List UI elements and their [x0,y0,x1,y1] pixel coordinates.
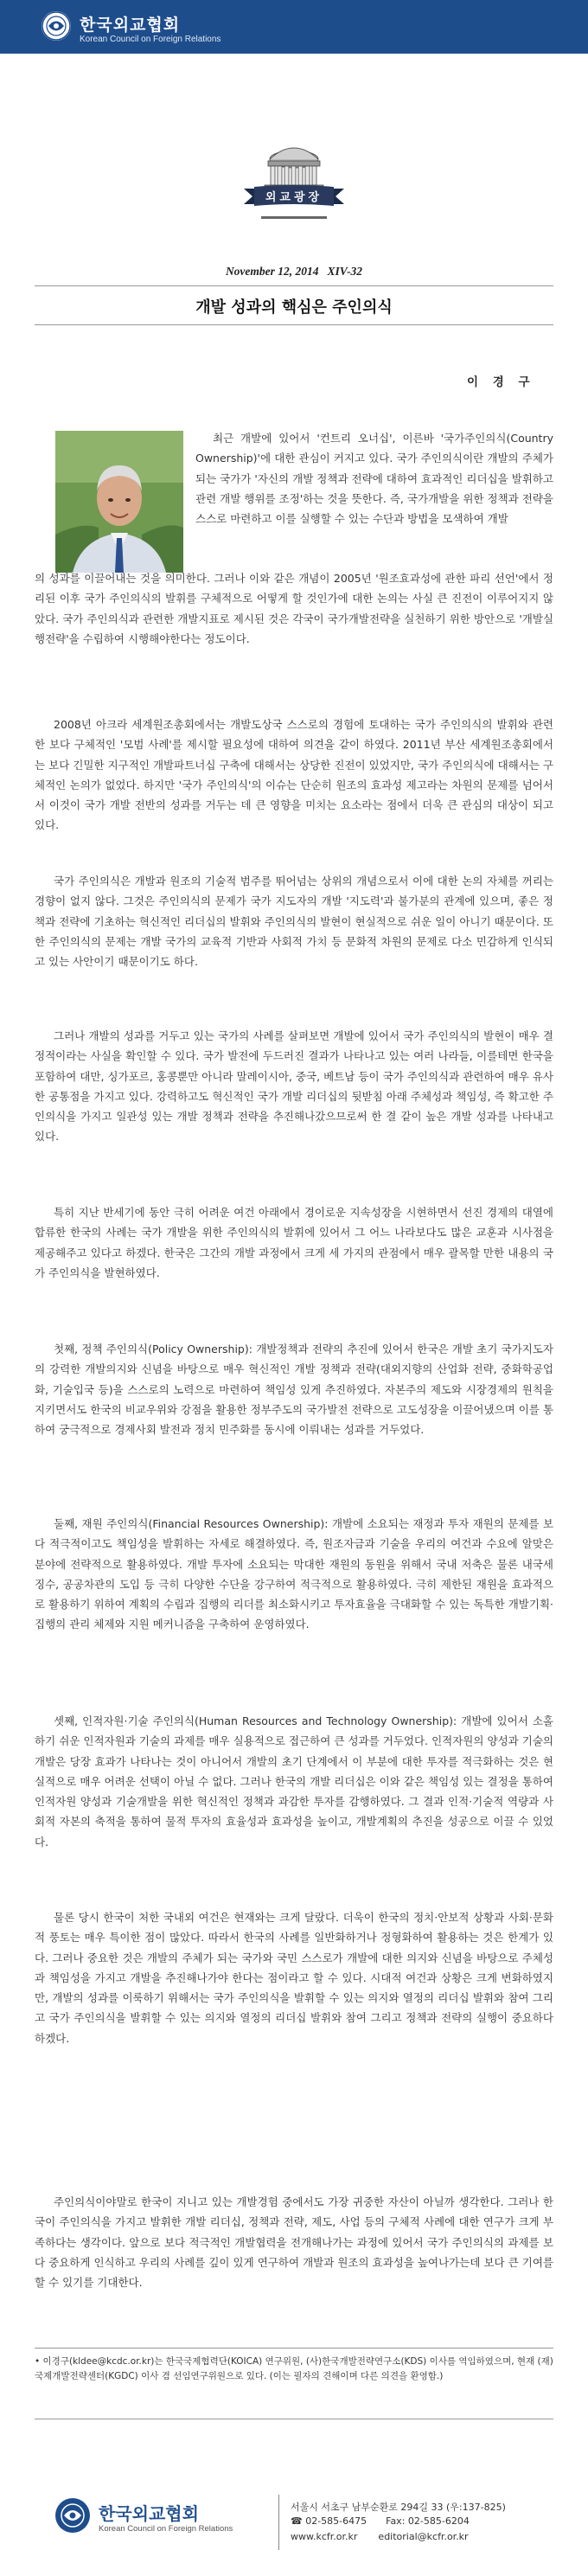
body-paragraph-7: 셋째, 인적자원·기술 주인의식(Human Resources and Technology Ownership): 개발에 있어서 소홀하기 쉬운 인적자원과 기술의 과제를 매우 실용적으로 접근하여 큰 성과를 거두었다. 인적자원의 양성과 기술의 개발은 당장 효과가 나타나는 것이 아니어서 개발의 초기 단계에서 이 부분에 대한 투자를 적극화하는 것은 현실적으로 매우 어려운 선택이 아닐 수 없다. 그러나 한국의 개발 리더십은 이와 같은 책임성 있는 결정을 통하여 인적자원 양성과 기술개발을 위한 혁신적인 정책과 과감한 투자를 감행하였다. 그 결과 인적·기술적 역량과 사회적 자본의 축적을 통하여 물적 투자의 효율성과 효과성을 높이고, 개발계획의 추진을 성공으로 이끌 수 있었다. [35,1714,553,1849]
footnote-divider [35,2348,553,2349]
lead-paragraph-right: 최근 개발에 있어서 '컨트리 오너십', 이른바 '국가주인의식(Country Ownership)'에 대한 관심이 커지고 있다. 국가 주인의식이란 개발의 주체가 되는 국가가 '자신의 개발 정책과 전략에 대하여 효과적인 리더십을 발휘하고 관련 개발 행위를 조정'하는 것을 뜻한다. 즉, 국가개발을 위한 정책과 전략을 스스로 마련하고 이를 실행할 수 있는 수단과 방법을 모색하여 개발 [195,432,553,526]
divider-bottom [35,324,553,325]
author-photo [55,431,183,573]
plaza-label: 외교광장 [265,191,323,204]
footer-phone: ☎ 02-585-6475 [291,2515,368,2527]
footer-contact-web [291,2531,469,2542]
footer-org-name: 한국외교협회 [99,2503,199,2524]
footer-address: 서울시 서초구 남부순환로 294길 33 (우:137-825) [291,2502,506,2513]
issue-number: XIV-32 [327,265,363,278]
body-paragraph-8: 물론 당시 한국이 처한 국내외 여건은 현재와는 크게 달랐다. 더욱이 한국의 정치·안보적 상황과 사회·문화적 풍토는 매우 특이한 점이 많았다. 따라서 한국의 사례를 일반화하거나 정형화하여 활용하는 것은 한계가 있다. 그러나 중요한 것은 개발의 주체가 되는 국가와 국민 스스로가 개발에 대한 의지와 신념을 바탕으로 주체성과 책임성을 가지고 개발을 추진해나가야 한다는 점이라고 할 수 있다. 시대적 여건과 상황은 크게 변화하였지만, 개발의 성과를 이룩하기 위해서는 국가 주인의식을 발휘할 수 있는 의지와 열정의 리더십 발휘와 참여 그리고 국가 주인의식을 발휘할 수 있는 의지와 열정의 리더십 발휘와 참여 그리고 정책과 전략의 실행이 중요하다 하겠다. [35,1911,553,2045]
header-bar [0,0,588,54]
author-footnote: • 이경구(kldee@kcdc.or.kr)는 한국국제협력단(KOICA) 연구위원, (사)한국개발전략연구소(KDS) 이사를 역임하였으며, 현재 (재)국제개발전략센터(KGDC) 이사 겸 선임연구위원으로 있다. (이는 필자의 견해이며 다른 의견을 환영함.) [35,2356,553,2381]
header-org-name: 한국외교협회 [80,16,181,35]
body-paragraph-3: 그러나 개발의 성과를 거두고 있는 국가의 사례를 살펴보면 개발에 있어서 국가 주인의식의 발현이 매우 결정적이라는 사실을 확인할 수 있다. 국가 발전에 두드러진 결과가 나타나고 있는 여러 나라들, 이를테면 한국을 포함하여 대만, 싱가포르, 홍콩뿐만 아니라 말레이시아, 중국, 베트남 등이 국가 주인의식과 관련하여 매우 유사한 공통점을 가지고 있다. 강력하고도 혁신적인 국가 개발 리더십의 뒷받침 아래 주체성과 책임성, 즉 확고한 주인의식을 가지고 일관성 있는 개발 정책과 전략을 추진해나갔으므로써 한 결 같이 높은 개발 성과를 나타내고 있다. [35,1029,553,1144]
footer-logo-icon [55,2498,90,2533]
body-paragraph-9: 주인의식이야말로 한국이 지니고 있는 개발경험 중에서도 가장 귀중한 자산이 아닐까 생각한다. 그러나 한국이 주인의식을 가지고 발휘한 개발 리더십, 정책과 전략, 제도, 사업 등의 구체적 사례에 대한 연구가 크게 부족하다는 생각이다. 앞으로 보다 적극적인 개발협력을 전개해나가는 과정에 있어서 국가 주인의식의 과제를 보다 중요하게 인식하고 우리의 사례를 깊이 있게 연구하여 개발과 원조의 효과성을 높여나가는데 보다 큰 기여를 할 수 있기를 기대한다. [35,2195,553,2290]
footer-website-link[interactable]: www.kcfr.or.kr [291,2531,358,2542]
body-paragraph-2: 국가 주인의식은 개발과 원조의 기술적 범주를 뛰어넘는 상위의 개념으로서 이에 대한 논의 자체를 꺼리는 경향이 없지 않다. 그것은 주인의식의 문제가 국가 지도자의 개발 '지도력'과 불가분의 관계에 있으며, 좋은 정책과 전략에 기초하는 혁신적인 리더십의 발휘와 주인의식의 발현이 현실적으로 쉬운 일이 아니기 때문이다. 또한 주인의식의 문제는 개발 국가의 교육적 기반과 사회적 가치 등 문화적 차원의 문제로 다소 민감하게 인식되고 있는 사안이기 때문이기도 하다. [35,875,553,969]
footer-email-link[interactable]: editorial@kcfr.or.kr [378,2531,469,2542]
body-paragraph-5: 첫째, 정책 주인의식(Policy Ownership): 개발정책과 전략의 추진에 있어서 한국은 개발 초기 국가지도자의 강력한 개발의지와 신념을 바탕으로 매우 혁신적인 개발 정책과 전략(대외지향의 산업화 전략, 중화학공업화, 기술입국 등)을 스스로의 노력으로 마련하여 책임성 있게 추진하였다. 자본주의 제도와 시장경제의 원칙을 지키면서도 한국의 비교우위와 강점을 활용한 정부주도의 국가발전 전략으로 고도성장을 이끌어냈으며 이를 통하여 궁극적으로 경제사회 발전과 정치 민주화를 동시에 이뤄내는 성과를 거두었다. [35,1342,553,1437]
footer-separator [278,2495,279,2550]
body-paragraph-1: 2008년 아크라 세계원조총회에서는 개발도상국 스스로의 경험에 토대하는 국가 주인의식의 발휘와 관련한 보다 구체적인 '모범 사례'를 제시할 필요성에 대하여 의견을 같이 하였다. 2011년 부산 세계원조총회에서는 보다 긴밀한 지구적인 개발파트너십 구축에 대해서는 상당한 진전이 있었지만, 국가 주인의식에 대해서는 구체적인 논의가 없었다. 하지만 '국가 주인의식'의 이슈는 단순히 원조의 효과성 제고라는 차원의 문제를 넘어서서 이것이 국가 개발 전반의 성과를 거두는 데 큰 영향을 미치는 요소라는 점에서 더욱 큰 관심의 대상이 되고 있다. [35,718,553,832]
body-paragraph-6: 둘째, 재원 주인의식(Financial Resources Ownership): 개발에 소요되는 재정과 투자 재원의 문제를 보다 적극적이고도 책임성을 발휘하는 자세로 해결하였다. 즉, 원조자금과 기술을 우리의 여건과 수요에 알맞은 분야에 전략적으로 활용하였다. 개발 투자에 소요되는 막대한 재원의 동원을 위해서 국내 저축은 물론 내국세 징수, 공공차관의 도입 등 극히 다양한 수단을 강구하여 적극적으로 활용하였다. 극히 제한된 재원을 효과적으로 활용하기 위하여 계획의 수립과 집행의 리더를 최소화시키고 투자효율을 극대화할 수 있는 독특한 개발기획·집행의 관리 체제와 지원 메커니즘을 구축하여 운영하였다. [35,1517,553,1631]
article-author: 이 경 구 [467,375,535,389]
org-logo-icon [42,11,71,41]
header-org-name-en: Korean Council on Foreign Relations [80,35,221,44]
footer-fax: Fax: 02-585-6204 [386,2515,470,2527]
footer-org-name-en: Korean Council on Foreign Relations [99,2524,233,2534]
issue-dateline [0,265,588,279]
lead-paragraph-continued: 의 성과를 이끌어내는 것을 의미한다. 그러나 이와 같은 개념이 2005년 '원조효과성에 관한 파리 선언'에서 정리된 이후 국가 주인의식의 발휘를 구체적으로 어떻게 할 것인가에 대한 논의는 사실 큰 진전이 이루어지지 않았다. 국가 주인의식과 관련한 개발지표로 제시된 것은 각국이 국가개발전략을 실천하기 위한 방안으로 '개발실행전략'을 수립하여 시행해야한다는 정도이다. [35,572,553,645]
body-paragraph-4: 특히 지난 반세기에 동안 극히 어려운 여건 아래에서 경이로운 지속성장을 시현하면서 선진 경제의 대열에 합류한 한국의 사례는 국가 개발을 위한 주인의식의 발휘에 있어서 그 어느 나라보다도 많은 교훈과 시사점을 제공해주고 있다고 하겠다. 한국은 그간의 개발 과정에서 크게 세 가지의 관점에서 매우 괄목할 만한 내용의 국가 주인의식을 발현하였다. [35,1206,553,1279]
divider-top [35,285,553,286]
article-title: 개발 성과의 핵심은 주인의식 [195,298,393,317]
footer-contact-phone [291,2515,470,2527]
issue-date: November 12, 2014 [225,265,319,278]
